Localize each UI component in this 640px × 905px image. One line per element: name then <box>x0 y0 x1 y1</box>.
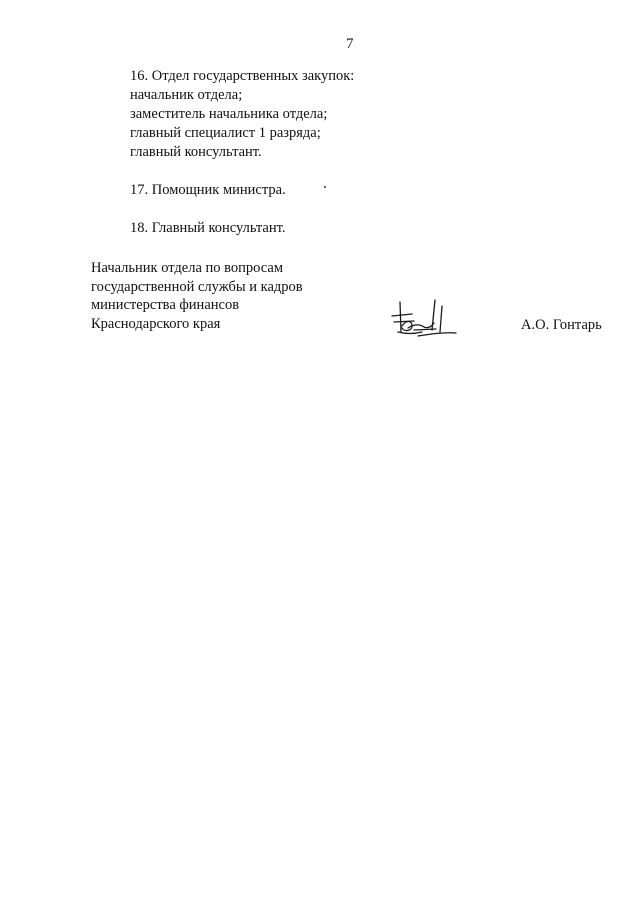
signer-position-line-2: государственной службы и кадров <box>91 278 303 295</box>
signer-position-line-1: Начальник отдела по вопросам <box>91 260 284 276</box>
list-gap <box>130 162 354 181</box>
list-item-16-position-1: начальник отдела; <box>130 87 243 103</box>
page-number: 7 <box>346 36 354 52</box>
handwritten-signature <box>388 296 460 344</box>
list-item-18: 18. Главный консультант. <box>130 220 286 236</box>
stray-dot <box>324 186 326 188</box>
list-item-16-position-3: главный специалист 1 разряда; <box>130 125 321 141</box>
list-item-16-position-4: главный консультант. <box>130 144 262 160</box>
list-item-16-title: 16. Отдел государственных закупок: <box>130 68 355 84</box>
signer-position-line-3: министерства финансов <box>91 297 240 313</box>
signer-name: А.О. Гонтарь <box>521 317 602 333</box>
list-item-17: 17. Помощник министра. <box>130 182 286 198</box>
list-item-16-position-2: заместитель начальника отдела; <box>130 106 328 122</box>
list-gap <box>130 200 354 219</box>
signer-position <box>91 259 303 333</box>
signer-position-line-4: Краснодарского края <box>91 315 221 332</box>
positions-list <box>130 67 354 238</box>
